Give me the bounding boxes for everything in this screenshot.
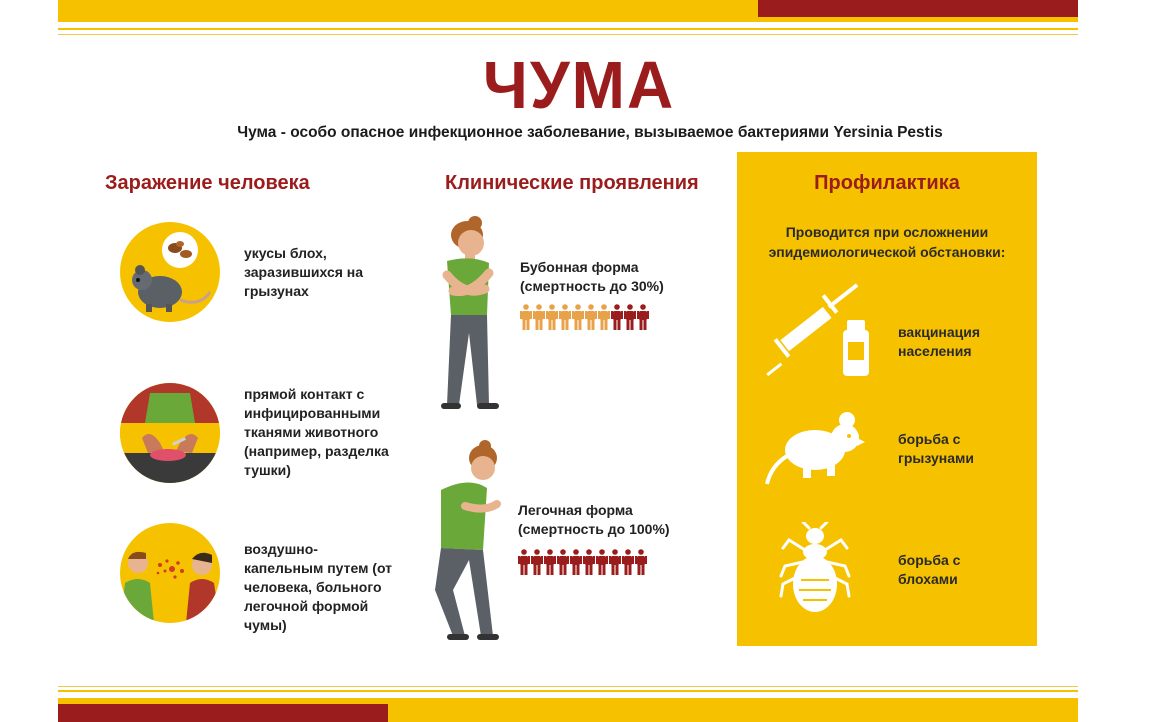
infection-item-text: прямой контакт с инфицированными тканями животного (например, разделка тушки) <box>244 386 389 478</box>
prevention-item-text: борьба с блохами <box>898 552 961 587</box>
bubonic-mortality-figures <box>520 304 649 330</box>
flea-icon <box>775 522 855 617</box>
prevention-heading: Профилактика <box>814 172 960 194</box>
infection-item-text: воздушно-капельным путем (от человека, больного легочной формой чумы) <box>244 541 393 633</box>
pneumonic-form-mortality: (смертность до 100%) <box>518 521 670 537</box>
person-figure-dead <box>583 549 595 575</box>
person-figure-alive <box>546 304 558 330</box>
person-figure-dead <box>622 549 634 575</box>
person-figure-dead <box>637 304 649 330</box>
rat-icon <box>765 408 865 488</box>
footer-thin-line <box>58 686 1078 687</box>
bubonic-form-mortality: (смертность до 30%) <box>520 278 664 294</box>
header-red-stripe <box>758 0 1078 17</box>
person-figure-alive <box>559 304 571 330</box>
airborne-icon <box>120 523 220 623</box>
footer-red-stripe <box>58 704 388 722</box>
pneumonic-patient-icon <box>425 440 525 650</box>
person-figure-dead <box>570 549 582 575</box>
infection-item-text: укусы блох, заразившихся на грызунах <box>244 245 364 299</box>
prevention-item-text: борьба с грызунами <box>898 431 974 466</box>
prevention-item-text: вакцинация населения <box>898 324 981 359</box>
person-figure-dead <box>609 549 621 575</box>
person-figure-dead <box>557 549 569 575</box>
header-thin-line <box>58 34 1078 35</box>
pneumonic-mortality-figures <box>518 549 647 575</box>
person-figure-dead <box>518 549 530 575</box>
clinical-heading: Клинические проявления <box>445 172 699 194</box>
bubonic-form-name: Бубонная форма <box>520 259 639 275</box>
person-figure-dead <box>611 304 623 330</box>
page-title: ЧУМА <box>482 47 676 123</box>
butchering-icon <box>120 383 220 483</box>
person-figure-dead <box>635 549 647 575</box>
pneumonic-form-name: Легочная форма <box>518 502 633 518</box>
person-figure-dead <box>596 549 608 575</box>
person-figure-alive <box>598 304 610 330</box>
vaccine-icon <box>765 280 875 380</box>
person-figure-alive <box>585 304 597 330</box>
person-figure-dead <box>624 304 636 330</box>
page-subtitle: Чума - особо опасное инфекционное заболевание, вызываемое бактериями Yersinia Pestis <box>237 124 943 141</box>
person-figure-dead <box>544 549 556 575</box>
person-figure-alive <box>533 304 545 330</box>
person-figure-alive <box>572 304 584 330</box>
bubonic-patient-icon <box>425 215 515 415</box>
flea-rat-icon <box>120 222 220 322</box>
prevention-subheading: Проводится при осложнении эпидемиологической обстановки: <box>768 224 1006 260</box>
header-line <box>58 28 1078 30</box>
footer-line <box>58 690 1078 692</box>
person-figure-dead <box>531 549 543 575</box>
person-figure-alive <box>520 304 532 330</box>
infection-heading: Заражение человека <box>105 172 310 194</box>
